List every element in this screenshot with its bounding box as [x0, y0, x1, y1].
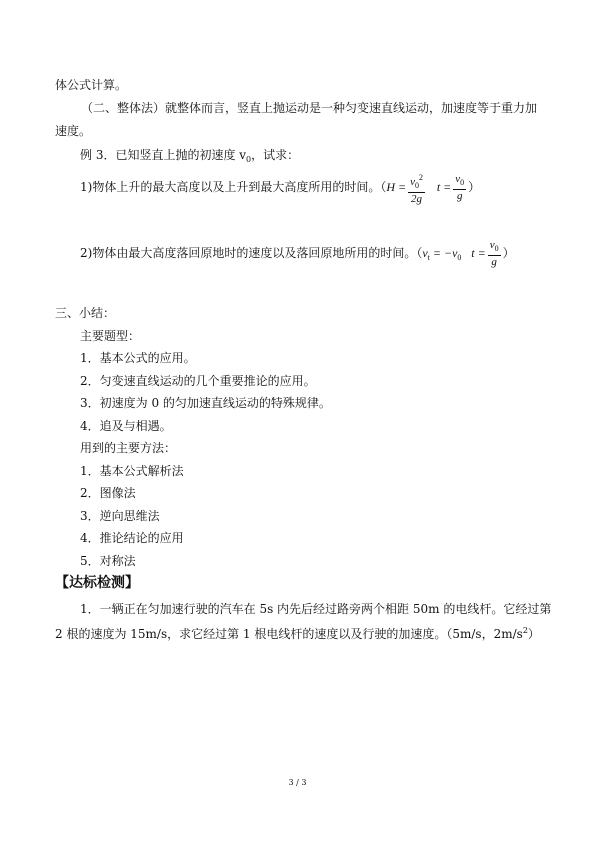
summary-type-item: 3．初速度为 0 的匀加速直线运动的特殊规律。 [80, 396, 331, 410]
test-heading: 【达标检测】 [55, 575, 139, 591]
test-question1-line2: 2 根的速度为 15m/s，求它经过第 1 根电线杆的速度以及行驶的加速度。（5m/s，$2m/s^2$） [55, 626, 540, 641]
summary-method-item: 2．图像法 [80, 486, 136, 500]
example3-question1: 1)物体上升的最大高度以及上升到最大高度所用的时间。（H = $\frac{v_0^2}{2g}$ t = $\frac{v_0}{g}$ ） [80, 172, 481, 205]
unit-superscript: 2 [522, 626, 528, 635]
example3-stem-tail: ，试求： [251, 148, 300, 162]
paragraph-overall-method-line2: 速度。 [55, 124, 92, 138]
formula-time-down: t = $\frac{v_0}{g}$ [471, 239, 499, 269]
example3-question2: 2)物体由最大高度落回原地时的速度以及落回原地所用的时间。（$v_t = -v_0$ t = $\frac{v_0}{g}$ ） [80, 239, 515, 269]
summary-type-item: 4．追及与相遇。 [80, 419, 172, 433]
summary-method-item: 1．基本公式解析法 [80, 464, 184, 478]
fraction-v0sq-over-2g: $\frac{v_0^2}{2g}$ [410, 172, 423, 205]
summary-type-item: 2．匀变速直线运动的几个重要推论的应用。 [80, 374, 316, 388]
page-number: 3 / 3 [288, 778, 307, 787]
summary-type-item: 1．基本公式的应用。 [80, 351, 196, 365]
summary-types-title: 主要题型： [80, 329, 141, 343]
paragraph-intro-end: 体公式计算。 [55, 78, 128, 92]
formula-velocity: $v_t = -v_0$ [422, 246, 462, 262]
fraction-v0-over-g-2: $\frac{v_0}{g}$ [489, 239, 499, 269]
summary-methods-title: 用到的主要方法： [80, 441, 177, 455]
summary-title: 三、小结： [55, 306, 116, 320]
summary-method-item: 3．逆向思维法 [80, 509, 160, 523]
v0-subscript: 0 [246, 155, 252, 164]
paragraph-overall-method-line1: （二、整体法）就整体而言，竖直上抛运动是一种匀变速直线运动，加速度等于重力加 [81, 101, 538, 115]
example3-stem [80, 148, 299, 167]
example3-stem-text: 例 3．已知竖直上抛的初速度 v [80, 148, 247, 162]
fraction-v0-over-g: $\frac{v_0}{g}$ [455, 173, 465, 203]
formula-time-up: t = $\frac{v_0}{g}$ [436, 173, 465, 203]
summary-method-item: 4．推论结论的应用 [80, 531, 184, 545]
test-question1-line1: 1．一辆正在匀加速行驶的汽车在 5s 内先后经过路旁两个相距 50m 的电线杆。它经过第 [80, 602, 552, 616]
question1-text: 1)物体上升的最大高度以及上升到最大高度所用的时间。（ [80, 180, 387, 194]
summary-method-item: 5．对称法 [80, 554, 136, 568]
formula-height: H = $\frac{v_0^2}{2g}$ [386, 172, 423, 205]
question2-text: 2)物体由最大高度落回原地时的速度以及落回原地所用的时间。（ [80, 246, 423, 260]
